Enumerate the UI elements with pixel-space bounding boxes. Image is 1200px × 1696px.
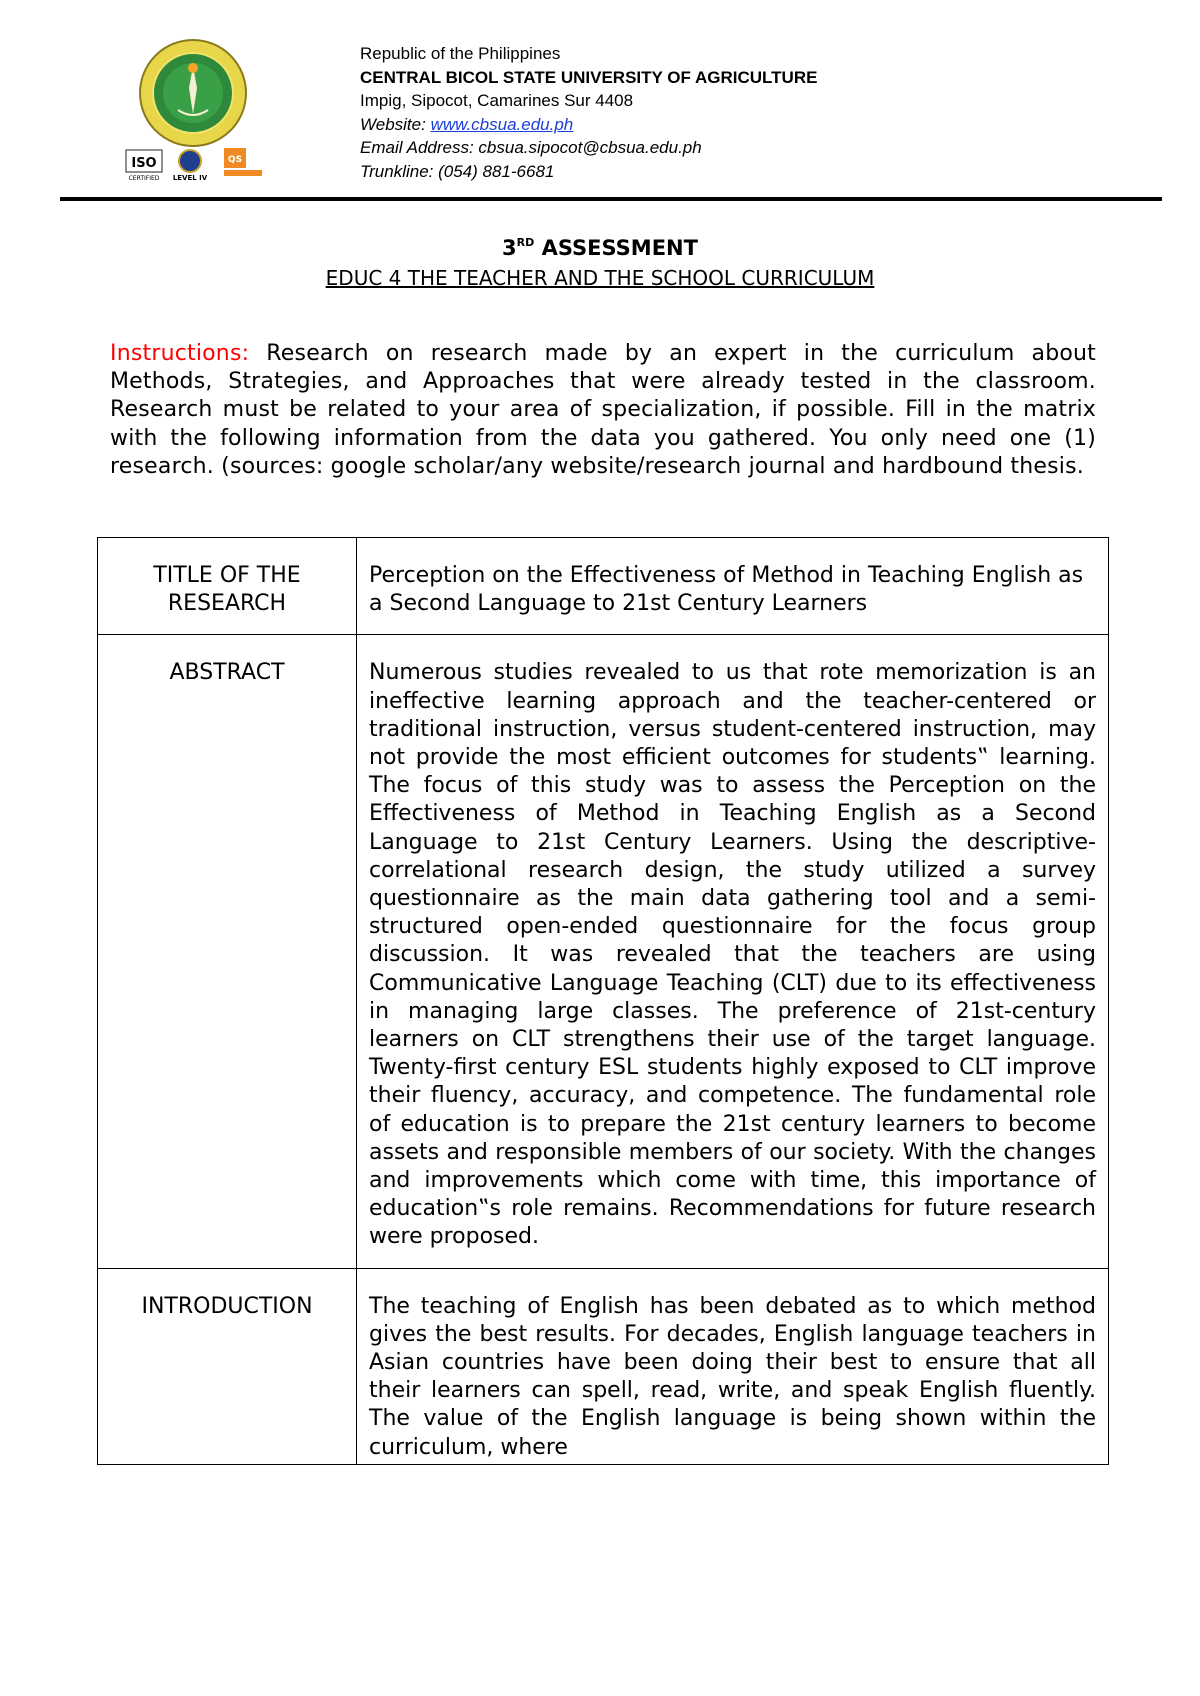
letterhead-header	[0, 0, 1200, 210]
qs-badge: QS	[227, 155, 243, 165]
matrix-label-abstract: ABSTRACT	[98, 635, 357, 1268]
iso-badge-sub: CERTIFIED	[128, 175, 160, 182]
website-line	[360, 113, 1000, 137]
assessment-title	[0, 228, 1200, 263]
instructions-paragraph	[110, 340, 1096, 481]
header-divider	[60, 197, 1162, 201]
assessment-ordinal-suffix: RD	[516, 236, 535, 249]
iso-badge: ISO	[131, 156, 157, 171]
email-line: Email Address: cbsua.sipocot@cbsua.edu.ph	[360, 138, 702, 157]
letterhead-text	[360, 42, 1000, 183]
university-name: CENTRAL BICOL STATE UNIVERSITY OF AGRICULTURE	[360, 67, 818, 87]
matrix-value-title: Perception on the Effectiveness of Method in Teaching English as a Second Language to 21st Century Learners	[357, 538, 1109, 635]
website-label: Website:	[360, 114, 431, 134]
matrix-row-title	[98, 538, 1109, 635]
trunkline-line: Trunkline: (054) 881-6681	[360, 161, 555, 181]
matrix-row-introduction	[98, 1268, 1109, 1464]
matrix-value-introduction	[357, 1268, 1109, 1464]
accreditation-badges	[124, 146, 284, 186]
level-badge: LEVEL IV	[172, 174, 208, 182]
research-matrix	[97, 537, 1109, 1465]
website-link[interactable]: www.cbsua.edu.ph	[430, 114, 574, 134]
matrix-value-abstract: Numerous studies revealed to us that rote memorization is an ineffective learning approach and the teacher-centered or traditional instruction, versus student-centered instruction, may not provide the most efficient outcomes for students‟ learning. The focus of this study was to assess the Perception on the Effectiveness of Method in Teaching English as a Second Language to 21st Century Learners. Using the descriptive-correlational research design, the study utilized a survey questionnaire as the main data gathering tool and a semi-structured open-ended questionnaire for the focus group discussion. It was revealed that the teachers are using Communicative Language Teaching (CLT) due to its effectiveness in managing large classes. The preference of 21st-century learners on CLT strengthens their use of the target language. Twenty-first century ESL students highly exposed to CLT improve their fluency, accuracy, and competence. The fundamental role of education is to prepare the 21st century learners to become assets and responsible members of our society. With the changes and improvements which come with time, this importance of education‟s role remains. Recommendations for future research were proposed.	[357, 635, 1109, 1268]
logo-group	[124, 38, 284, 188]
address-line: Impig, Sipocot, Camarines Sur 4408	[360, 91, 634, 110]
country-line: Republic of the Philippines	[360, 44, 561, 63]
matrix-label-introduction: INTRODUCTION	[98, 1268, 357, 1464]
university-seal	[138, 38, 248, 148]
matrix-row-abstract	[98, 635, 1109, 1268]
assessment-ordinal: 3	[502, 236, 517, 260]
title-block	[0, 228, 1200, 293]
matrix-label-title: TITLE OF THE RESEARCH	[98, 538, 357, 635]
instructions-text: Research on research made by an expert in the curriculum about Methods, Strategies, and Approaches that were already tested in the classroom. Research must be related to your area of specialization, if possible. Fill in the matrix with the following information from the data you gathered. You only need one (1) research. (sources: google scholar/any website/research journal and hardbound thesis.	[110, 341, 1096, 479]
course-title: EDUC 4 THE TEACHER AND THE SCHOOL CURRICULUM	[325, 266, 875, 290]
instructions-label: Instructions:	[110, 341, 250, 366]
assessment-title-text: ASSESSMENT	[534, 236, 698, 260]
introduction-text: The teaching of English has been debated as to which method gives the best results. For decades, English language teachers in Asian countries have been doing their best to ensure that all their learners can spell, read, write, and speak English fluently. The value of the English language is being shown within the curriculum, where	[369, 1293, 1096, 1460]
